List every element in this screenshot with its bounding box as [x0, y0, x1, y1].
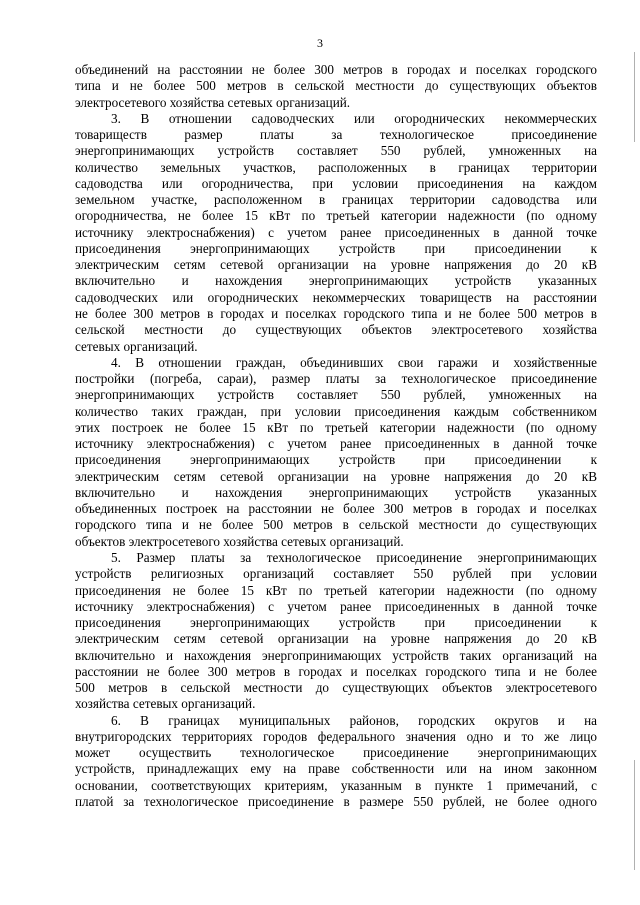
text-line: устройств, принадлежащих ему на праве собственности или на ином законном [75, 761, 597, 777]
text-line: основании, соответствующих критериям, указанным в пункте 1 примечаний, с [75, 777, 597, 793]
text-line: электрическим сетям сетевой организации на уровне напряжения до 20 кВ [75, 631, 597, 647]
text-line: включительно и нахождения энергопринимающих устройств указанных [75, 484, 597, 500]
text-line: 4. В отношении граждан, объединивших свои гаражи и хозяйственные [111, 354, 597, 370]
text-line: включительно и нахождения энергопринимающих устройств указанных [75, 273, 597, 289]
text-line: источнику электроснабжения) с учетом ранее присоединенных в данной точке [75, 224, 597, 240]
text-line: этих построек не более 15 кВт по третьей категории надежности (по одному [75, 419, 597, 435]
text-line: типа и не более 500 метров в сельской местности до существующих объектов [75, 78, 597, 94]
text-line: источнику электроснабжения) с учетом ранее присоединенных в данной точке [75, 436, 597, 452]
text-line: источнику электроснабжения) с учетом ранее присоединенных в данной точке [75, 598, 597, 614]
text-line: садоводства или огородничества, при условии присоединения на каждом [75, 175, 597, 191]
text-line: энергопринимающих устройств составляет 550 рублей, умноженных на [75, 143, 597, 159]
text-line: электрическим сетям сетевой организации на уровне напряжения до 20 кВ [75, 257, 597, 273]
text-line: постройки (погреба, сараи), размер платы за технологическое присоединение [75, 371, 597, 387]
text-line: объектов электросетевого хозяйства сетевых организаций. [75, 533, 404, 549]
text-line: энергопринимающих устройств составляет 550 рублей, умноженных на [75, 387, 597, 403]
paragraph [75, 550, 597, 713]
text-line: 500 метров в сельской местности до существующих объектов электросетевого [75, 680, 597, 696]
text-line: огородничества, не более 15 кВт по третьей категории надежности (по одному [75, 208, 597, 224]
text-line: количество таких граждан, при условии присоединения каждым собственником [75, 403, 597, 419]
text-line: присоединения энергопринимающих устройств при присоединении к [75, 615, 597, 631]
page-number: 3 [317, 36, 323, 50]
text-line: присоединения энергопринимающих устройств при присоединении к [75, 452, 597, 468]
text-line: расстоянии не более 300 метров в городах и поселках городского типа и не более [75, 663, 597, 679]
text-line: земельном участке, расположенном в границах территории садоводства или [75, 192, 597, 208]
scan-edge-mark [634, 52, 635, 142]
text-line: 5. Размер платы за технологическое присоединение энергопринимающих [111, 549, 597, 565]
text-line: электросетевого хозяйства сетевых организаций. [75, 94, 351, 110]
text-line: объединенных построек на расстоянии не более 300 метров в городах и поселках [75, 501, 597, 517]
text-line: 3. В отношении садоводческих или огороднических некоммерческих [111, 110, 597, 126]
text-line: сетевых организаций. [75, 338, 198, 354]
text-line: присоединения энергопринимающих устройств при присоединении к [75, 240, 597, 256]
text-line: электрическим сетям сетевой организации на уровне напряжения до 20 кВ [75, 468, 597, 484]
text-line: внутригородских территориях городов федерального значения одно и то же лицо [75, 728, 597, 744]
paragraph [75, 111, 597, 355]
text-line: присоединения не более 15 кВт по третьей категории надежности (по одному [75, 582, 597, 598]
paragraph [75, 62, 597, 111]
text-line: не более 300 метров в городах и поселках городского типа и не более 500 метров в [75, 305, 597, 321]
paragraph [75, 355, 597, 550]
text-line: сельской местности до существующих объектов электросетевого хозяйства [75, 322, 597, 338]
scan-edge-mark [634, 760, 635, 870]
text-line: 6. В границах муниципальных районов, городских округов и на [111, 712, 597, 728]
text-line: городского типа и не более 500 метров в сельской местности до существующих [75, 517, 597, 533]
document-body [75, 62, 597, 810]
text-line: устройств религиозных организаций составляет 550 рублей при условии [75, 566, 597, 582]
text-line: может осуществить технологическое присоединение энергопринимающих [75, 745, 597, 761]
text-line: объединений на расстоянии не более 300 метров в городах и поселках городского [75, 62, 597, 77]
text-line: хозяйства сетевых организаций. [75, 696, 256, 712]
text-line: включительно и нахождения энергопринимающих устройств таких организаций на [75, 647, 597, 663]
text-line: садоводческих или огороднических некоммерческих товариществ на расстоянии [75, 289, 597, 305]
paragraph [75, 713, 597, 811]
text-line: товариществ размер платы за технологическое присоединение [75, 127, 597, 143]
text-line: платой за технологическое присоединение в размере 550 рублей, не более одного [75, 793, 597, 809]
text-line: количество земельных участков, расположенных в границах территории [75, 159, 597, 175]
